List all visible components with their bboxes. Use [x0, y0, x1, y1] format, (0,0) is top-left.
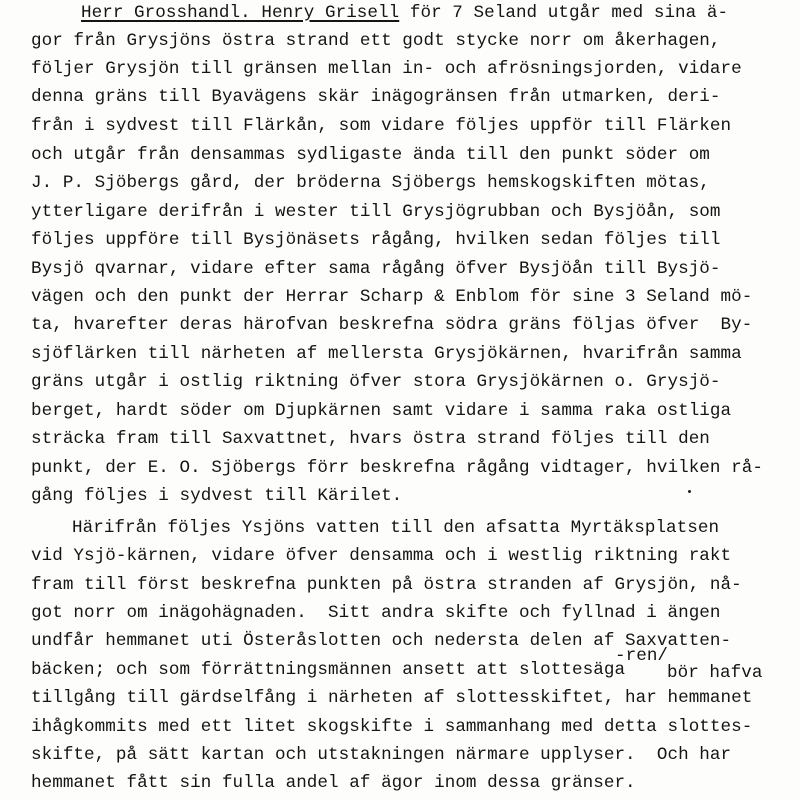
document-line-18: gång följes i sydvest till Kärilet.: [31, 486, 403, 506]
document-line-20: vid Ysjö-kärnen, vidare öfver densamma och i westlig riktning rakt: [31, 546, 732, 566]
document-line-6: och utgår från densammas sydligaste ända till den punkt söder om: [31, 145, 710, 165]
ink-speck: [688, 490, 691, 493]
document-line-2: gor från Grysjöns östra strand ett godt stycke norr om åkerhagen,: [31, 31, 721, 51]
document-line-26: ihågkommits med ett litet skogskifte i sammanhang med detta slottes-: [31, 717, 753, 737]
document-line-21: fram till först beskrefna punkten på östra stranden af Grysjön, nå-: [31, 575, 742, 595]
line-1-rest: för 7 Seland utgår med sina ä-: [399, 3, 729, 23]
document-line-4: denna gräns till Byavägens skär inägogränsen från utmarken, deri-: [31, 87, 721, 107]
document-line-3: följer Grysjön till gränsen mellan in- och afrösningsjorden, vidare: [31, 59, 742, 79]
document-line-19: Härifrån följes Ysjöns vatten till den afsatta Myrtäksplatsen: [72, 518, 720, 538]
interlinear-insertion: -ren/: [615, 646, 669, 666]
document-line-15: berget, hardt söder om Djupkärnen samt vidare i samma raka ostliga: [31, 401, 732, 421]
document-line-7: J. P. Sjöbergs gård, der bröderna Sjöbergs hemskogskiften mötas,: [31, 173, 710, 193]
document-line-5: från i sydvest till Flärkån, som vidare följes uppför till Flärken: [31, 116, 732, 136]
document-line-1: [81, 2, 728, 24]
heading-name: Herr Grosshandl. Henry Grisell: [81, 3, 400, 23]
document-line-28: hemmanet fått sin fulla andel af ägor inom dessa gränser.: [31, 773, 636, 793]
document-line-22: got norr om inägohägnaden. Sitt andra skifte och fyllnad i ängen: [31, 603, 721, 623]
document-line-11: vägen och den punkt der Herrar Scharp & Enblom för sine 3 Seland mö-: [31, 287, 753, 307]
document-line-14: gräns utgår i ostlig riktning öfver stora Grysjökärnen o. Grysjö-: [31, 372, 721, 392]
document-line-27: skifte, på sätt kartan och utstakningen närmare upplyser. Och har: [31, 745, 732, 765]
document-line-25: tillgång till gärdselfång i närheten af slottesskiftet, har hemmanet: [31, 688, 753, 708]
document-line-8: ytterligare derifrån i wester till Grysjögrubban och Bysjöån, som: [31, 202, 721, 222]
document-line-16: sträcka fram till Saxvattnet, hvars östra strand följes till den: [31, 429, 710, 449]
document-line-9: följes uppföre till Bysjönäsets rågång, hvilken sedan följes till: [31, 230, 721, 250]
document-line-13: sjöflärken till närheten af mellersta Grysjökärnen, hvarifrån samma: [31, 344, 742, 364]
document-line-24-part-2: bör hafva: [667, 663, 763, 683]
document-line-17: punkt, der E. O. Sjöbergs förr beskrefna rågång vidtager, hvilken rå-: [31, 458, 763, 478]
document-line-23: undfår hemmanet uti Österåslotten och nedersta delen af Saxvatten-: [31, 631, 732, 651]
document-line-12: ta, hvarefter deras härofvan beskrefna södra gräns följas öfver By-: [31, 315, 753, 335]
document-line-10: Bysjö qvarnar, vidare efter sama rågång öfver Bysjöån till Bysjö-: [31, 259, 721, 279]
document-line-24-part-1: bäcken; och som förrättningsmännen ansett att slottesäga: [31, 660, 626, 680]
